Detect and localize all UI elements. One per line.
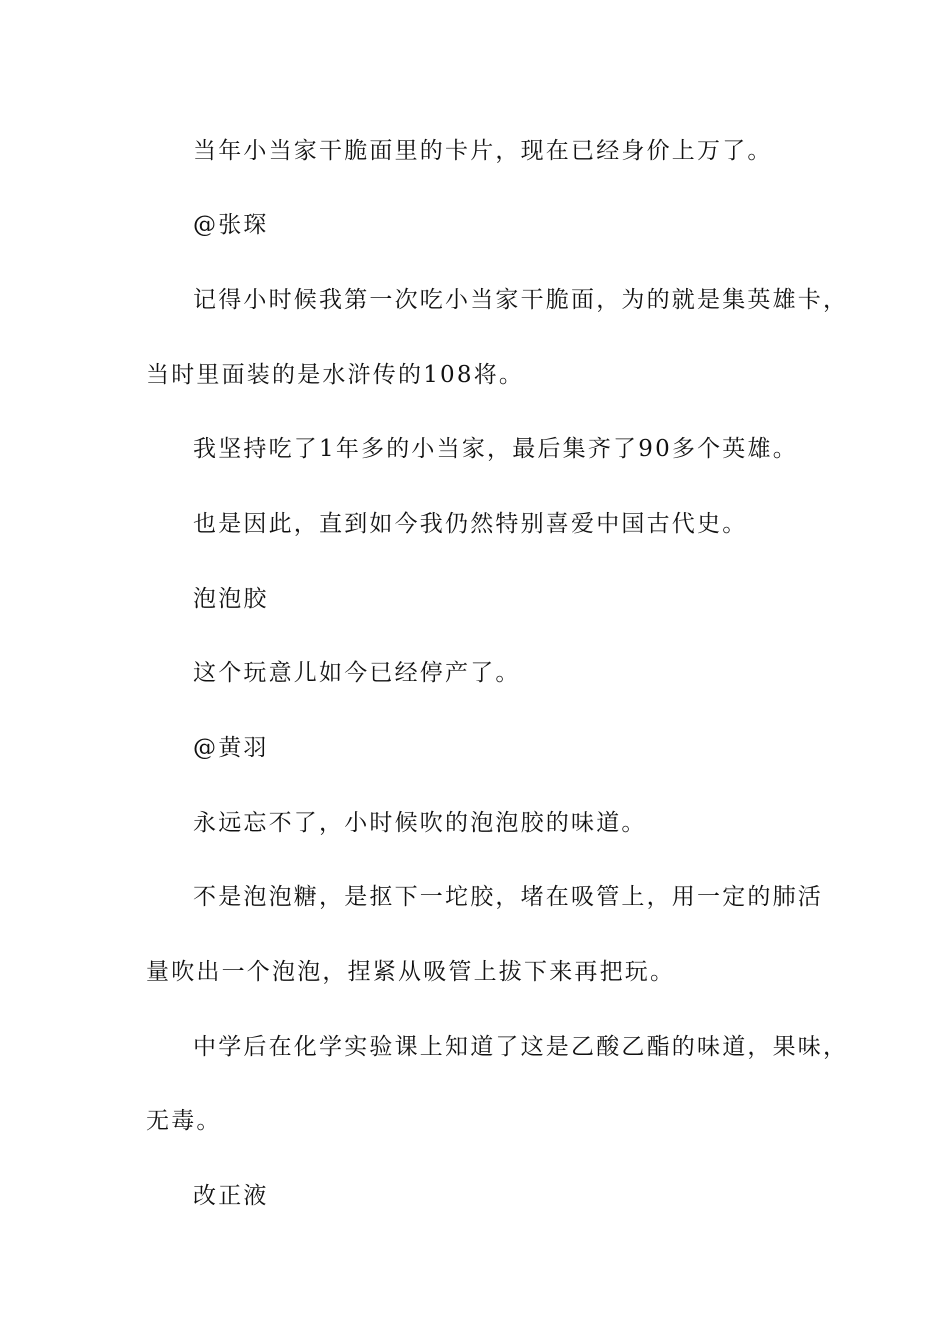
paragraph-line: 永远忘不了，小时候吹的泡泡胶的味道。 <box>193 810 647 836</box>
paragraph-line: 当时里面装的是水浒传的108将。 <box>146 362 525 388</box>
paragraph-line: 量吹出一个泡泡，捏紧从吸管上拔下来再把玩。 <box>146 959 676 985</box>
paragraph-line: @张琛 <box>193 212 269 238</box>
paragraph-line: 我坚持吃了1年多的小当家，最后集齐了90多个英雄。 <box>193 436 798 462</box>
paragraph-line: 这个玩意儿如今已经停产了。 <box>193 660 521 686</box>
paragraph-line: 无毒。 <box>146 1108 222 1134</box>
paragraph-line: 改正液 <box>193 1183 269 1209</box>
paragraph-line: 当年小当家干脆面里的卡片，现在已经身价上万了。 <box>193 138 773 164</box>
paragraph-line: 也是因此，直到如今我仍然特别喜爱中国古代史。 <box>193 511 748 537</box>
paragraph-line: 记得小时候我第一次吃小当家干脆面，为的就是集英雄卡， <box>193 287 849 313</box>
paragraph-line: @黄羽 <box>193 735 269 761</box>
paragraph-line: 泡泡胶 <box>193 586 269 612</box>
paragraph-line: 中学后在化学实验课上知道了这是乙酸乙酯的味道，果味， <box>193 1034 849 1060</box>
paragraph-line: 不是泡泡糖，是抠下一坨胶，堵在吸管上，用一定的肺活 <box>193 884 823 910</box>
